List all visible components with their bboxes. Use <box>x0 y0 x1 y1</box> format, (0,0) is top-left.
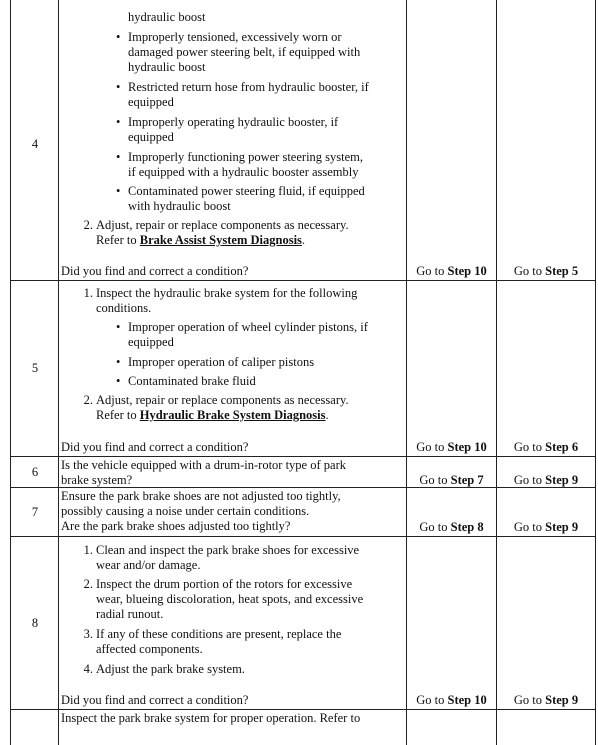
table-row-step-6 <box>11 457 595 488</box>
step-cell <box>11 537 59 709</box>
no-cell <box>497 457 595 487</box>
list-text: wear and/or damage. <box>96 558 201 572</box>
goto-no-link[interactable] <box>497 264 595 279</box>
yes-cell <box>407 457 497 487</box>
action-cell <box>59 488 407 536</box>
bullet-text: hydraulic boost <box>128 60 206 74</box>
goto-step: Step 5 <box>545 264 579 278</box>
question-text: Are the park brake shoes adjusted too tightly? <box>61 519 291 533</box>
list-number: 1. <box>83 543 93 557</box>
bullet-icon: • <box>116 184 121 198</box>
step-number: 5 <box>31 361 39 375</box>
bullet-text: damaged power steering belt, if equipped with <box>128 45 361 59</box>
goto-step: Step 10 <box>447 440 487 454</box>
no-cell <box>497 710 595 745</box>
goto-yes-link[interactable] <box>407 693 496 708</box>
step-cell <box>11 710 59 745</box>
goto-prefix: Go to <box>513 693 546 707</box>
goto-prefix: Go to <box>513 440 546 454</box>
list-number: 3. <box>83 627 93 641</box>
goto-no-link[interactable] <box>497 473 595 488</box>
brake-assist-diagnosis-link[interactable]: Brake Assist System Diagnosis <box>139 233 302 247</box>
bullet-icon: • <box>116 30 121 44</box>
list-number: 4. <box>83 662 93 676</box>
bullet-text: equipped <box>128 95 174 109</box>
list-text: Adjust, repair or replace components as necessary. <box>96 218 349 232</box>
goto-prefix: Go to <box>416 693 448 707</box>
instruction-text: Ensure the park brake shoes are not adjusted too tightly, <box>61 489 341 503</box>
no-cell <box>497 0 595 280</box>
refer-label: Refer to <box>96 408 140 422</box>
list-text: radial runout. <box>96 607 164 621</box>
bullet-text: equipped <box>128 130 174 144</box>
bullet-text: Improperly operating hydraulic booster, if <box>128 115 339 129</box>
action-cell <box>59 457 407 487</box>
bullet-icon: • <box>116 150 121 164</box>
bullet-text: with hydraulic boost <box>128 199 231 213</box>
goto-step: Step 9 <box>545 693 579 707</box>
table-row-step-7 <box>11 488 595 537</box>
goto-no-link[interactable] <box>497 440 595 455</box>
refer-end: . <box>325 408 329 422</box>
goto-prefix: Go to <box>419 520 451 534</box>
list-text: Clean and inspect the park brake shoes for excessive <box>96 543 360 557</box>
bullet-text: Contaminated brake fluid <box>128 374 256 388</box>
bullet-text: if equipped with a hydraulic booster assembly <box>128 165 359 179</box>
question-text: brake system? <box>61 473 133 487</box>
instruction-text: Inspect the park brake system for proper operation. Refer to <box>61 711 361 725</box>
list-text: affected components. <box>96 642 203 656</box>
action-cell <box>59 281 407 456</box>
goto-step: Step 7 <box>450 473 484 487</box>
goto-prefix: Go to <box>513 473 546 487</box>
action-cell <box>59 537 407 709</box>
step-number: 6 <box>31 465 39 479</box>
yes-cell <box>407 281 497 456</box>
goto-no-link[interactable] <box>497 520 595 535</box>
table-row-step-4 <box>11 0 595 281</box>
bullet-icon: • <box>116 80 121 94</box>
goto-step: Step 8 <box>450 520 484 534</box>
goto-step: Step 9 <box>545 520 579 534</box>
instruction-text: possibly causing a noise under certain conditions. <box>61 504 310 518</box>
bullet-icon: • <box>116 320 121 334</box>
question-text: Did you find and correct a condition? <box>61 693 249 707</box>
table-row-step-5 <box>11 281 595 457</box>
list-text: Adjust, repair or replace components as necessary. <box>96 393 349 407</box>
list-number: 2. <box>83 577 93 591</box>
list-text: Inspect the hydraulic brake system for the following <box>96 286 358 300</box>
goto-step: Step 10 <box>447 264 487 278</box>
bullet-text: Restricted return hose from hydraulic booster, if <box>128 80 369 94</box>
bullet-text: Contaminated power steering fluid, if equipped <box>128 184 365 198</box>
list-text: If any of these conditions are present, replace the <box>96 627 342 641</box>
step-number: 7 <box>31 505 39 519</box>
hydraulic-brake-diagnosis-link[interactable]: Hydraulic Brake System Diagnosis <box>139 408 326 422</box>
action-cell <box>59 0 407 280</box>
bullet-icon: • <box>116 355 121 369</box>
bullet-text: equipped <box>128 335 174 349</box>
step-cell <box>11 457 59 487</box>
list-number: 1. <box>83 286 93 300</box>
refer-line <box>96 233 402 248</box>
no-cell <box>497 281 595 456</box>
no-cell <box>497 537 595 709</box>
step-cell <box>11 0 59 280</box>
goto-prefix: Go to <box>513 520 546 534</box>
yes-cell <box>407 537 497 709</box>
goto-step: Step 10 <box>447 693 487 707</box>
goto-prefix: Go to <box>419 473 451 487</box>
step-cell <box>11 488 59 536</box>
bullet-text: Improperly functioning power steering system, <box>128 150 364 164</box>
step-cell <box>11 281 59 456</box>
list-text: Inspect the drum portion of the rotors for excessive <box>96 577 353 591</box>
bullet-text: Improper operation of wheel cylinder pistons, if <box>128 320 368 334</box>
list-text: wear, blueing discoloration, heat spots, and excessive <box>96 592 364 606</box>
step-number: 8 <box>31 616 39 630</box>
bullet-text: Improperly tensioned, excessively worn or <box>128 30 342 44</box>
refer-label: Refer to <box>96 233 140 247</box>
question-text: Is the vehicle equipped with a drum-in-rotor type of park <box>61 458 346 472</box>
list-text: Adjust the park brake system. <box>96 662 245 676</box>
question-text: Did you find and correct a condition? <box>61 264 249 278</box>
refer-end: . <box>301 233 306 247</box>
step-number: 4 <box>31 137 39 151</box>
question-text: Did you find and correct a condition? <box>61 440 249 454</box>
goto-step: Step 9 <box>545 473 579 487</box>
yes-cell <box>407 0 497 280</box>
goto-yes-link[interactable] <box>407 264 496 279</box>
goto-step: Step 6 <box>545 440 579 454</box>
list-text: conditions. <box>96 301 152 315</box>
bullet-icon: • <box>116 115 121 129</box>
yes-cell <box>407 488 497 536</box>
list-number: 2. <box>83 393 93 407</box>
table-row-step-9 <box>11 710 595 745</box>
goto-yes-link[interactable] <box>407 520 496 535</box>
goto-yes-link[interactable] <box>407 440 496 455</box>
bullet-text: Improper operation of caliper pistons <box>128 355 315 369</box>
list-number: 2. <box>83 218 93 232</box>
goto-no-link[interactable] <box>497 693 595 708</box>
yes-cell <box>407 710 497 745</box>
goto-prefix: Go to <box>416 440 448 454</box>
refer-line <box>96 408 402 423</box>
no-cell <box>497 488 595 536</box>
bullet-icon: • <box>116 374 121 388</box>
goto-prefix: Go to <box>513 264 546 278</box>
diagnostic-table <box>10 0 596 745</box>
table-row-step-8 <box>11 537 595 710</box>
goto-prefix: Go to <box>416 264 448 278</box>
bullet-text: hydraulic boost <box>128 10 206 24</box>
goto-yes-link[interactable] <box>407 473 496 488</box>
action-cell <box>59 710 407 745</box>
